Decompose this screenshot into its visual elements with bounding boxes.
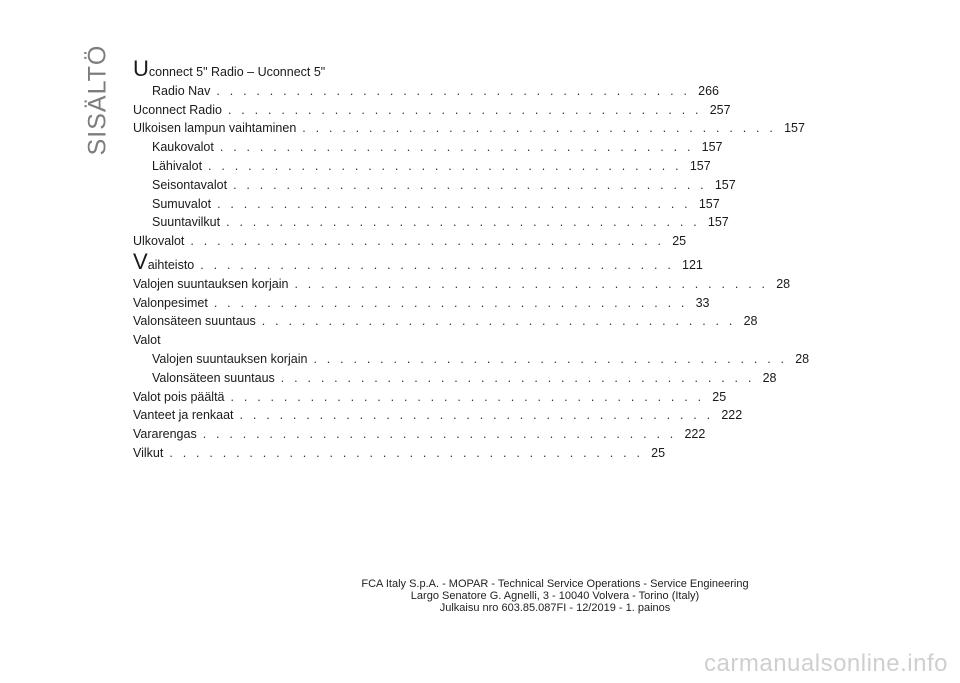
index-entry-label xyxy=(133,56,326,82)
index-entry-label xyxy=(133,101,222,120)
dot-leader: . . . . . . . . . . . . . . . . . . . . . . . . . . . . . . . . . . . . xyxy=(219,140,694,155)
page-number: 157 xyxy=(689,158,711,173)
index-entry-label xyxy=(152,195,211,214)
index-entry-label xyxy=(152,369,275,388)
index-entry[interactable] xyxy=(133,350,810,369)
index-entry[interactable] xyxy=(133,444,666,463)
dot-leader: . . . . . . . . . . . . . . . . . . . . . . . . . . . . . . . . . . . . xyxy=(202,427,677,442)
index-entry-label xyxy=(133,425,197,444)
dot-leader: . . . . . . . . . . . . . . . . . . . . . . . . . . . . . . . . . . . . xyxy=(169,445,644,460)
index-entry-text: Valonsäteen suuntaus xyxy=(152,370,275,385)
index-entry[interactable] xyxy=(133,369,777,388)
index-entry-label xyxy=(152,138,214,157)
index-entry-text: Uconnect Radio xyxy=(133,102,222,117)
dot-leader: . . . . . . . . . . . . . . . . . . . . . . . . . . . . . . . . . . . . xyxy=(190,234,665,249)
index-entry-continuation[interactable] xyxy=(133,82,720,101)
index-entry[interactable] xyxy=(133,157,711,176)
index-entry-text: Vanteet ja renkaat xyxy=(133,408,234,423)
index-entry[interactable] xyxy=(133,176,736,195)
page-number: 33 xyxy=(695,295,710,310)
page-number: 222 xyxy=(684,427,706,442)
letter-initial: U xyxy=(133,56,149,81)
page-number: 28 xyxy=(795,351,810,366)
index-entry[interactable] xyxy=(133,331,375,350)
index-entry-text: Valonpesimet xyxy=(133,295,208,310)
page-number: 257 xyxy=(709,102,731,117)
index-entry-text: connect 5" Radio – Uconnect 5" xyxy=(148,65,326,79)
index-entry-label xyxy=(133,406,234,425)
dot-leader: . . . . . . . . . . . . . . . . . . . . . . . . . . . . . . . . . . . . xyxy=(294,276,769,291)
alphabetical-index xyxy=(133,56,810,463)
index-entry[interactable] xyxy=(133,388,727,407)
page-number: 157 xyxy=(701,140,723,155)
index-entry-text: Vilkut xyxy=(133,445,164,460)
index-entry[interactable] xyxy=(133,275,791,294)
index-entry-continuation-text: Radio Nav xyxy=(152,83,211,98)
dot-leader: . . . . . . . . . . . . . . . . . . . . . . . . . . . . . . . . . . . . xyxy=(213,295,688,310)
page-number: 25 xyxy=(712,389,727,404)
page-number: 157 xyxy=(784,121,805,136)
index-entry-label xyxy=(152,157,202,176)
index-entry-label xyxy=(133,248,195,275)
index-entry-label xyxy=(133,388,225,407)
index-entry[interactable] xyxy=(133,425,706,444)
dot-leader: . . . . . . . . . . . . . . . . . . . . . . . . . . . . . . . . . . . . xyxy=(217,196,691,211)
index-entry-label xyxy=(152,350,307,369)
dot-leader: . . . . . . . . . . . . . . . . . . . . . . . . . . . . . . . . . . . . xyxy=(280,370,755,385)
index-entry-text: Sumuvalot xyxy=(152,196,212,211)
index-entry[interactable] xyxy=(133,195,720,214)
index-entry[interactable] xyxy=(133,312,758,331)
index-entry-label xyxy=(133,275,288,294)
site-watermark: carmanualsonline.info xyxy=(704,650,948,677)
index-entry-text: Valot xyxy=(133,333,161,348)
index-entry-label xyxy=(133,331,161,350)
index-entry[interactable] xyxy=(133,138,723,157)
index-entry-text: Valojen suuntauksen korjain xyxy=(152,351,308,366)
index-entry-label xyxy=(152,213,220,232)
dot-leader: . . . . . . . . . . . . . . . . . . . . . . . . . . . . . . . . . . . . xyxy=(233,177,707,192)
page-number: 28 xyxy=(776,276,791,291)
page-number: 157 xyxy=(698,196,720,211)
dot-leader: . . . . . . . . . . . . . . . . . . . . . . . . . . . . . . . . . . . . xyxy=(226,215,700,230)
index-entry[interactable] xyxy=(133,56,375,82)
index-entry[interactable] xyxy=(133,119,805,138)
page-number: 222 xyxy=(721,408,743,423)
footer-line-publication: Julkaisu nro 603.85.087FI - 12/2019 - 1. painos xyxy=(439,602,671,614)
publisher-footer xyxy=(230,578,880,614)
dot-leader: . . . . . . . . . . . . . . . . . . . . . . . . . . . . . . . . . . . . xyxy=(313,351,788,366)
dot-leader: . . . . . . . . . . . . . . . . . . . . . . . . . . . . . . . . . . . . xyxy=(227,102,702,117)
page-number: 157 xyxy=(707,215,729,230)
index-entry-text: Valot pois päältä xyxy=(133,389,225,404)
index-entry[interactable] xyxy=(133,213,729,232)
index-entry-text: aihteisto xyxy=(147,257,195,272)
index-entry-label xyxy=(152,176,227,195)
index-entry[interactable] xyxy=(133,294,710,313)
index-entry[interactable] xyxy=(133,101,731,120)
page-number: 157 xyxy=(714,177,736,192)
index-entry-label xyxy=(133,444,163,463)
letter-initial: V xyxy=(133,248,148,274)
section-tab xyxy=(78,44,118,156)
index-entry-text: Valonsäteen suuntaus xyxy=(133,314,256,329)
dot-leader: . . . . . . . . . . . . . . . . . . . . . . . . . . . . . . . . . . . . xyxy=(200,257,675,272)
page-number: 25 xyxy=(672,234,687,249)
index-entry-text: Ulkoisen lampun vaihtaminen xyxy=(133,121,297,136)
index-entry-text: Suuntavilkut xyxy=(152,215,221,230)
index-entry-text: Vararengas xyxy=(133,427,197,442)
dot-leader: . . . . . . . . . . . . . . . . . . . . . . . . . . . . . . . . . . . . xyxy=(216,83,691,98)
page-number: 25 xyxy=(651,445,666,460)
index-entry-label xyxy=(133,294,208,313)
index-entry-text: Seisontavalot xyxy=(152,177,228,192)
page-number: 266 xyxy=(698,83,720,98)
index-entry-text: Kaukovalot xyxy=(152,140,214,155)
footer-line-address: Largo Senatore G. Agnelli, 3 - 10040 Volvera - Torino (Italy) xyxy=(410,590,700,602)
index-entry-label xyxy=(133,119,296,138)
section-tab-label: SISÄLTÖ xyxy=(83,44,112,156)
dot-leader: . . . . . . . . . . . . . . . . . . . . . . . . . . . . . . . . . . . . xyxy=(261,314,736,329)
index-entry-text: Lähivalot xyxy=(152,158,203,173)
dot-leader: . . . . . . . . . . . . . . . . . . . . . . . . . . . . . . . . . . . . xyxy=(208,158,682,173)
index-entry[interactable] xyxy=(133,232,687,251)
index-entry-text: Ulkovalot xyxy=(133,234,185,249)
page-number: 121 xyxy=(682,257,703,272)
dot-leader: . . . . . . . . . . . . . . . . . . . . . . . . . . . . . . . . . . . . xyxy=(239,408,714,423)
page-number: 28 xyxy=(762,370,777,385)
index-entry[interactable] xyxy=(133,406,743,425)
dot-leader: . . . . . . . . . . . . . . . . . . . . . . . . . . . . . . . . . . . . xyxy=(302,121,777,136)
dot-leader: . . . . . . . . . . . . . . . . . . . . . . . . . . . . . . . . . . . . xyxy=(230,389,705,404)
index-entry-text: Valojen suuntauksen korjain xyxy=(133,276,289,291)
index-entry[interactable] xyxy=(133,248,703,275)
index-entry-label xyxy=(133,312,256,331)
page-number: 28 xyxy=(743,314,758,329)
footer-line-company: FCA Italy S.p.A. - MOPAR - Technical Service Operations - Service Engineering xyxy=(361,578,749,590)
